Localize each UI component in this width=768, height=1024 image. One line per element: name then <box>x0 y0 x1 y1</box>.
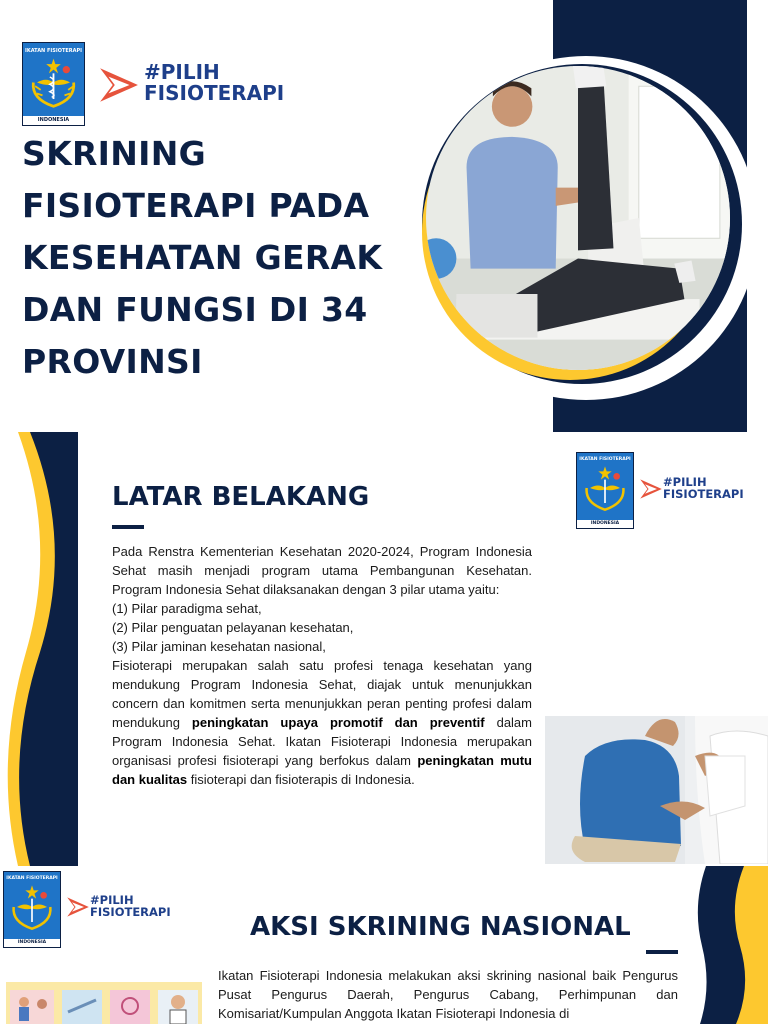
right-wave-decoration <box>688 866 768 1024</box>
aksi-heading-underline <box>646 950 678 954</box>
aksi-skrining-section <box>0 866 768 1024</box>
aksi-paragraph-1: Ikatan Fisioterapi Indonesia melakukan aksi skrining nasional baik Pengurus Pusat Pengurus Daerah, Pengurus Cabang, Perhimpunan dan Komisariat/Kumpulan Anggota Ikatan Fisioterapi Indonesia di <box>218 968 678 1021</box>
p2-bold-1: peningkatan upaya promotif dan preventif <box>191 715 485 730</box>
pillar-3: (3) Pilar jaminan kesehatan nasional, <box>112 639 326 654</box>
pilih-line1: #PILIH <box>144 60 220 84</box>
title-line-5: PROVINSI <box>22 342 203 381</box>
aksi-body <box>218 966 678 1023</box>
left-wave-decoration <box>0 432 78 866</box>
p2-part-e: fisioterapi dan fisioterapis di Indonesia. <box>187 772 415 787</box>
title-line-3: KESEHATAN GERAK <box>22 238 383 277</box>
caduceus-icon <box>580 463 630 513</box>
latar-paragraph-1: Pada Renstra Kementerian Kesehatan 2020-2024, Program Indonesia Sehat masih menjadi program utama Pembangunan Kesehatan. Program Indonesia Sehat dilaksanakan dengan 3 pilar utama yaitu: <box>112 544 532 597</box>
p2-part-c: dalam Program Indonesia Sehat. Ikatan Fisioterapi Indonesia merupakan organisasi profesi fisioterapi yang berfokus dalam <box>112 715 532 768</box>
ifi-badge-logo-small <box>3 871 61 948</box>
pilih-fisioterapi-logo-small <box>90 894 171 918</box>
badge-ring-text: IKATAN FISIOTERAPI <box>24 48 83 54</box>
back-pain-photo <box>545 716 768 864</box>
hero-section <box>0 0 768 432</box>
latar-paragraph-2 <box>112 656 532 789</box>
ifi-badge-logo-small <box>576 452 634 529</box>
pilih-line1: #PILIH <box>90 893 134 907</box>
latar-belakang-section <box>0 432 768 866</box>
badge-bottom-text: INDONESIA <box>577 520 633 528</box>
pilih-fisioterapi-logo-small <box>663 476 744 500</box>
pilih-line2: FISIOTERAPI <box>144 81 285 105</box>
p2-part-a: Fisioterapi merupakan salah satu profesi tenaga kesehatan yang mendukung Program Indonesia Sehat, diajak untuk menunjukkan concern dan komitmen serta menunjukkan peran penting profesi dalam mendukung <box>112 658 532 730</box>
title-line-1: SKRINING <box>22 134 207 173</box>
physiotherapy-session-image <box>426 66 730 370</box>
pilih-line2: FISIOTERAPI <box>90 905 171 920</box>
pilih-line1: #PILIH <box>663 475 707 489</box>
latar-heading-underline <box>112 525 144 529</box>
arrow-icon <box>66 895 90 919</box>
pillar-2: (2) Pilar penguatan pelayanan kesehatan, <box>112 620 354 635</box>
latar-body <box>112 542 532 789</box>
pilih-line2: FISIOTERAPI <box>663 487 744 502</box>
badge-bottom-text: INDONESIA <box>4 939 60 947</box>
aksi-heading: AKSI SKRINING NASIONAL <box>250 912 631 942</box>
caduceus-icon <box>7 882 57 932</box>
title-line-4: DAN FUNGSI DI 34 <box>22 290 368 329</box>
latar-heading: LATAR BELAKANG <box>112 482 370 512</box>
badge-ring-text: IKATAN FISIOTERAPI <box>6 876 58 881</box>
screening-illustration-image <box>6 982 202 1024</box>
pillar-1: (1) Pilar paradigma sehat, <box>112 601 262 616</box>
badge-ring-text: IKATAN FISIOTERAPI <box>579 457 631 462</box>
back-examination-image <box>545 716 768 864</box>
arrow-icon <box>639 477 663 501</box>
hero-photo <box>426 66 730 370</box>
badge-bottom-text: INDONESIA <box>23 116 84 125</box>
p2-bold-2: peningkatan mutu dan kualitas <box>112 753 532 787</box>
title-line-2: FISIOTERAPI PADA <box>22 186 370 225</box>
screening-illustrations <box>6 982 202 1024</box>
